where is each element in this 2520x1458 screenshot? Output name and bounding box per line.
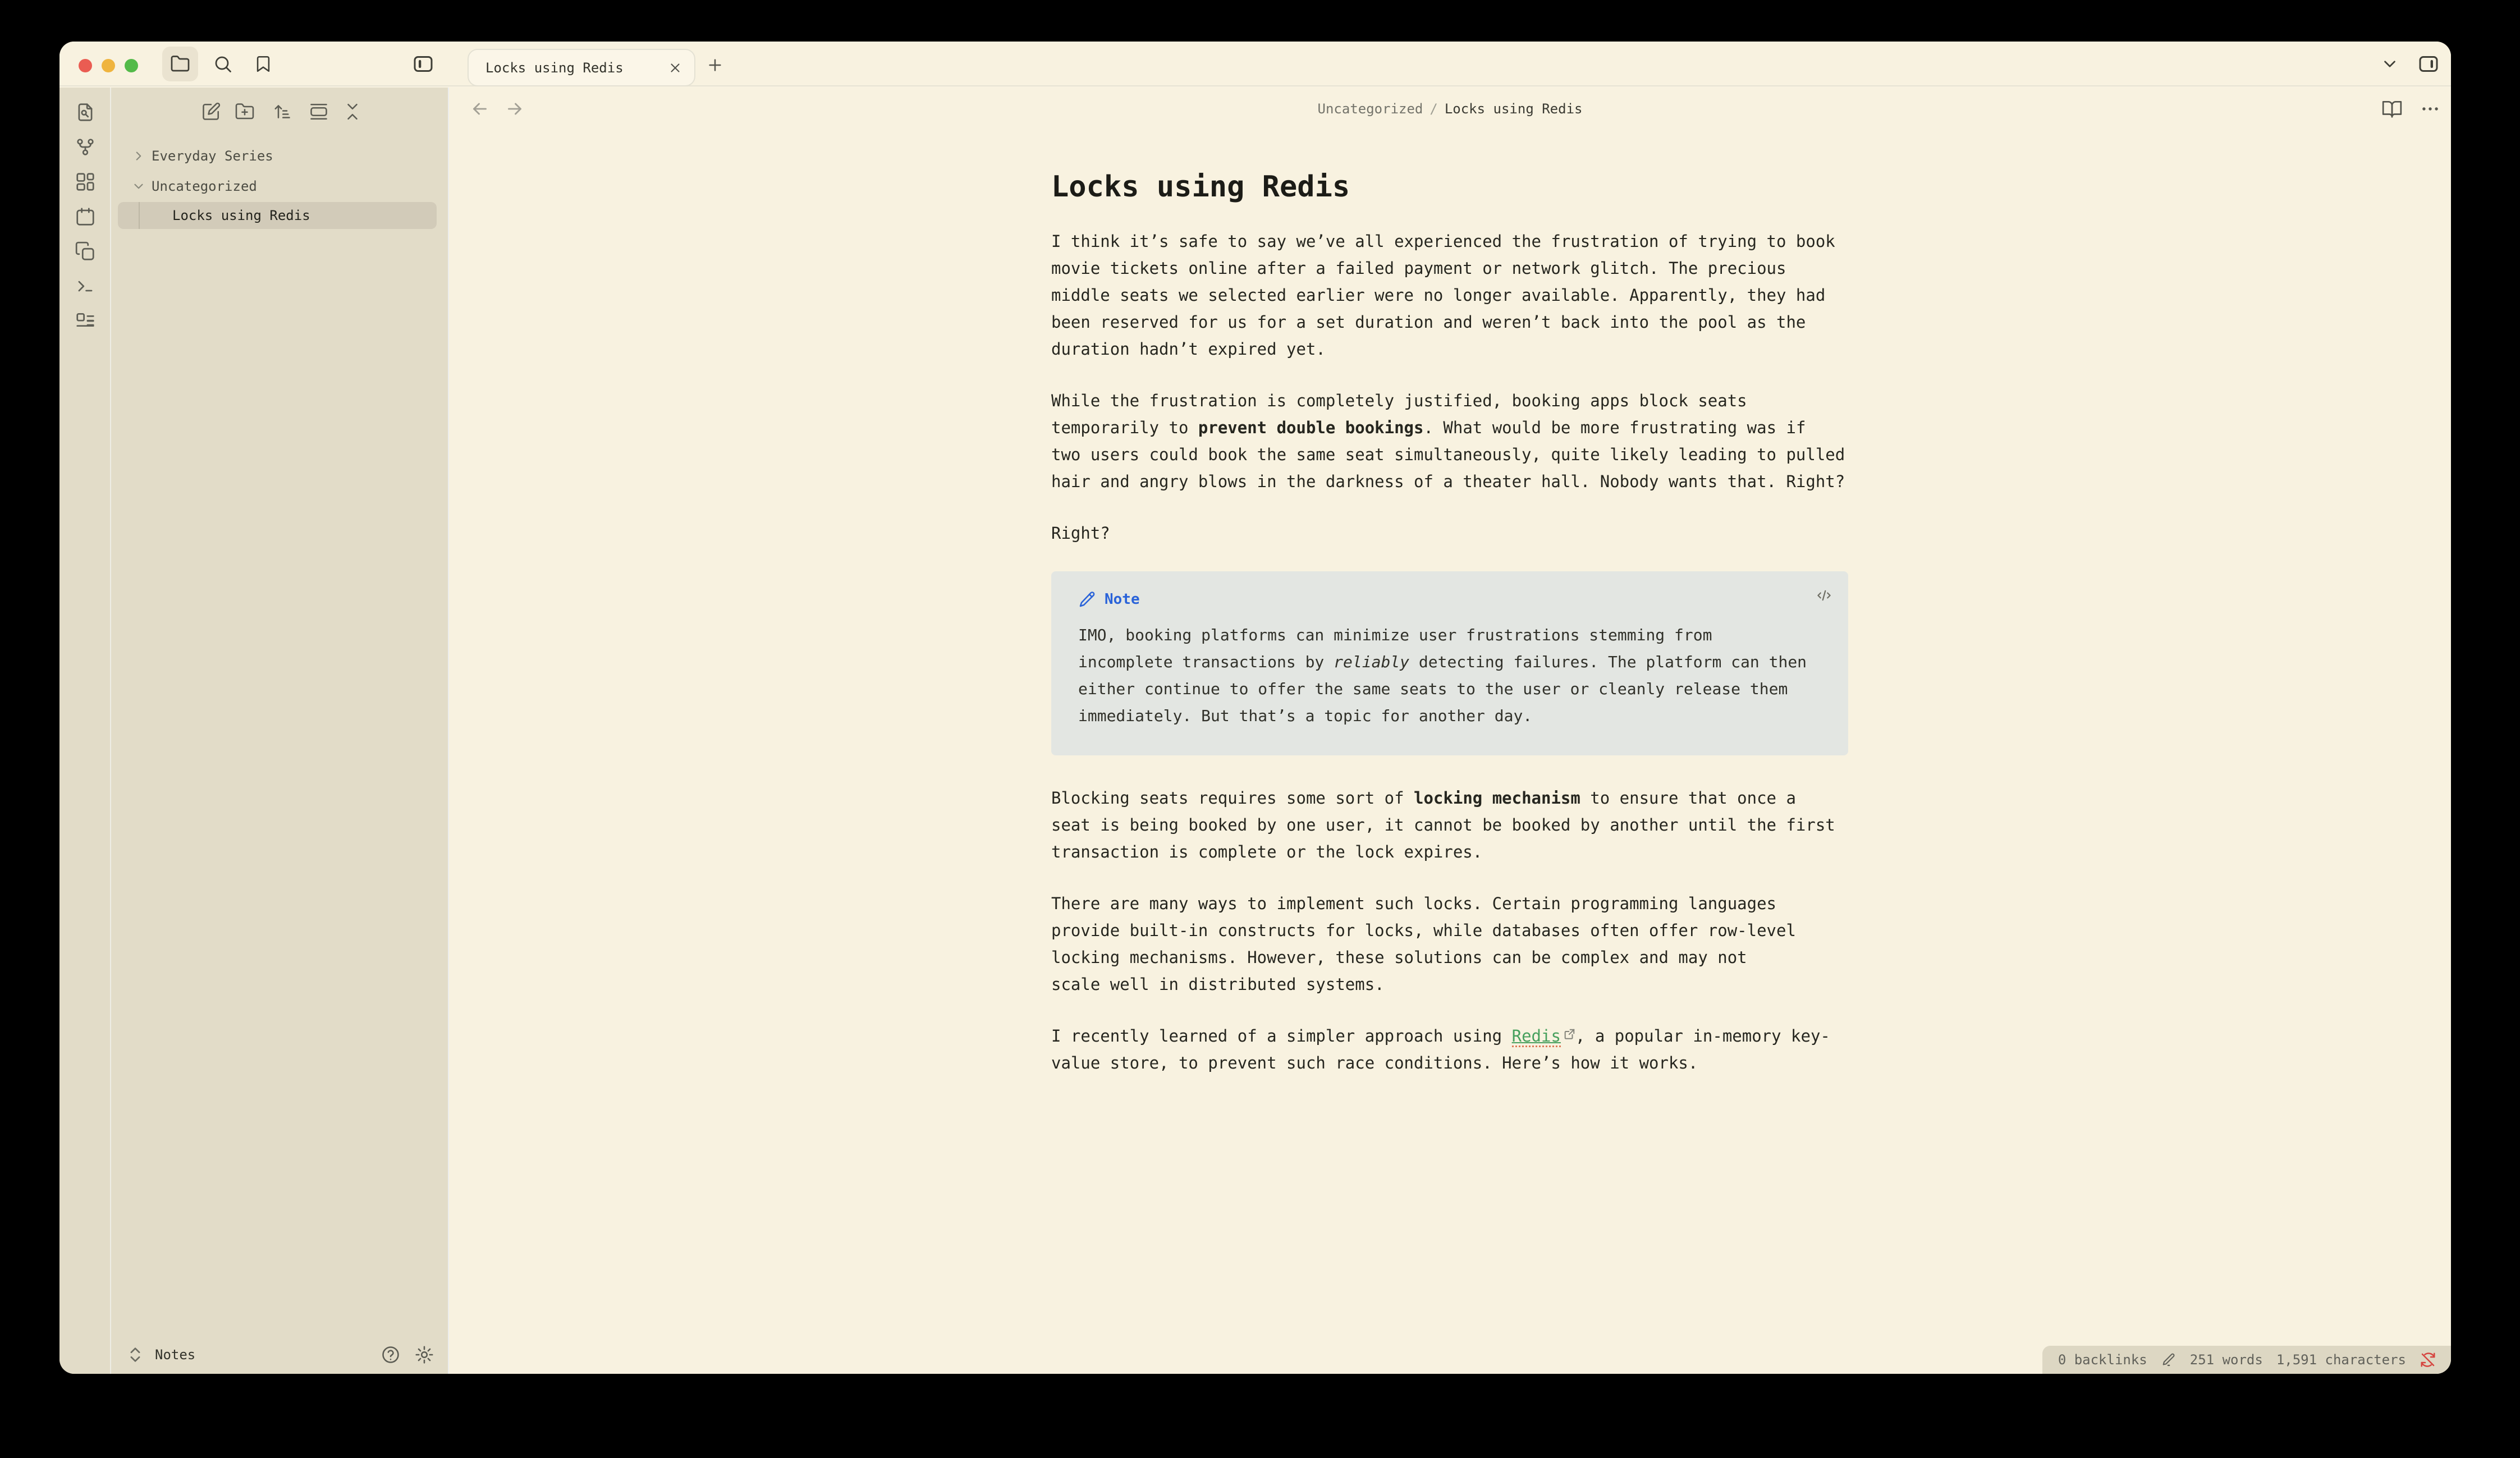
folder-label: Uncategorized [152,178,257,194]
paragraph: I recently learned of a simpler approach using Redis , a popular in-memory key- value store, to prevent such race conditions. Here’s how it works. [1051,1026,1830,1072]
bookmarks-button[interactable] [245,47,281,81]
breadcrumb-file[interactable]: Locks using Redis [1444,101,1583,117]
paragraph: There are many ways to implement such locks. Certain programming languages provide built-in constructs for locks, while databases often offer row-level locking mechanisms. However, these solutions can be complex and may not scale well in distributed systems. [1051,894,1796,994]
graph-view-icon[interactable] [75,136,96,158]
sync-disabled-icon[interactable] [2420,1351,2436,1368]
toggle-right-sidebar-button[interactable] [2411,47,2446,81]
word-count: 251 words [2189,1352,2263,1368]
ribbon-rail [59,88,111,1374]
document [1051,168,1848,1101]
paragraph: Blocking seats requires some sort of locking mechanism to ensure that once a seat is being booked by one user, it cannot be booked by another until the first transaction is complete or the lock expires. [1051,788,1835,861]
paragraph: Right? [1051,524,1110,543]
backlinks-count: 0 backlinks [2058,1352,2147,1368]
folder-icon [170,54,190,74]
callout-label: Note [1105,591,1140,608]
indent-guide [139,202,140,229]
panel-right-icon [2417,53,2440,75]
titlebar [59,42,2451,86]
tab-locks-using-redis[interactable] [468,49,695,86]
chevron-down-icon [131,179,146,194]
vault-bar [59,1336,448,1374]
callout-header [1078,590,1822,608]
panel-left-icon [412,53,434,75]
bookmark-icon [254,54,273,74]
breadcrumb [449,88,2451,130]
minimize-window-button[interactable] [102,59,115,72]
copy-icon[interactable] [75,241,96,262]
tab-title: Locks using Redis [485,59,624,76]
note-content [449,130,2451,1374]
sidebar-item-locks-using-redis[interactable] [118,202,437,229]
vault-name[interactable]: Notes [155,1347,196,1363]
editor-header [449,88,2451,130]
terminal-icon[interactable] [75,276,96,297]
breadcrumb-separator: / [1429,101,1438,117]
reading-view-button[interactable] [2381,98,2403,120]
callout-text: IMO, booking platforms can minimize user frustrations stemming from incomplete transactions by reliably detecting failures. The platform can then either continue to offer the same seats to the user or cleanly release them immediately. But that’s a topic for another day. [1078,626,1807,725]
document-blocks-before [1051,228,1848,547]
new-folder-icon[interactable] [235,102,255,122]
document-blocks-after [1051,785,1848,1076]
close-window-button[interactable] [79,59,92,72]
app-window [59,42,2451,1374]
settings-button[interactable] [414,1345,434,1365]
sort-order-icon[interactable] [272,102,292,122]
paragraph: While the frustration is completely justified, booking apps block seats temporarily to prevent double bookings. What would be more frustrating was if two users could book the same seat simultaneously, quite likely leading to pulled hair and angry blows in the darkness of a theater hall. Nobody wants that. Right? [1051,391,1845,491]
edit-block-button[interactable] [1816,587,1832,604]
character-count: 1,591 characters [2276,1352,2406,1368]
calendar-icon[interactable] [75,206,96,227]
chevron-down-icon [2380,54,2399,74]
note-callout [1051,571,1848,755]
toggle-left-sidebar-button[interactable] [405,47,441,81]
window-controls [79,59,138,72]
search-button[interactable] [205,47,241,81]
breadcrumb-folder[interactable]: Uncategorized [1317,101,1423,117]
status-bar [2042,1346,2451,1374]
external-link-icon [1563,1028,1575,1040]
help-button[interactable] [381,1345,401,1365]
new-tab-button[interactable] [700,51,730,80]
pencil-icon [1078,590,1096,608]
page-title: Locks using Redis [1051,170,1350,204]
zoom-window-button[interactable] [125,59,138,72]
vault-switcher[interactable] [126,1345,145,1364]
chevron-right-icon [131,149,146,163]
change-view-icon[interactable] [309,102,329,122]
dashboard-icon[interactable] [75,171,96,192]
new-note-icon[interactable] [201,102,221,122]
editing-pencil-icon [2161,1352,2177,1368]
tab-close-button[interactable] [664,57,686,79]
left-sidebar [59,88,448,1374]
sidebar-item-everyday-series[interactable] [118,141,437,171]
paragraph: I think it’s safe to say we’ve all experienced the frustration of trying to book movie tickets online after a failed payment or network glitch. The precious middle seats we selected earlier were no longer available. Apparently, they had been reserved for us for a set duration and weren’t back into the pool as the duration hadn’t expired yet. [1051,232,1835,359]
file-search-icon[interactable] [75,102,96,123]
folder-label: Everyday Series [152,148,273,164]
external-link[interactable]: Redis [1512,1026,1561,1047]
collapse-all-icon[interactable] [342,102,363,122]
file-label: Locks using Redis [172,208,310,223]
editor-pane [448,88,2451,1374]
layout-list-icon[interactable] [75,310,96,332]
tab-list-dropdown-button[interactable] [2372,47,2408,81]
more-options-button[interactable] [2420,98,2441,120]
search-icon [213,54,233,74]
sidebar-item-uncategorized[interactable] [118,171,437,201]
files-button[interactable] [162,47,198,81]
